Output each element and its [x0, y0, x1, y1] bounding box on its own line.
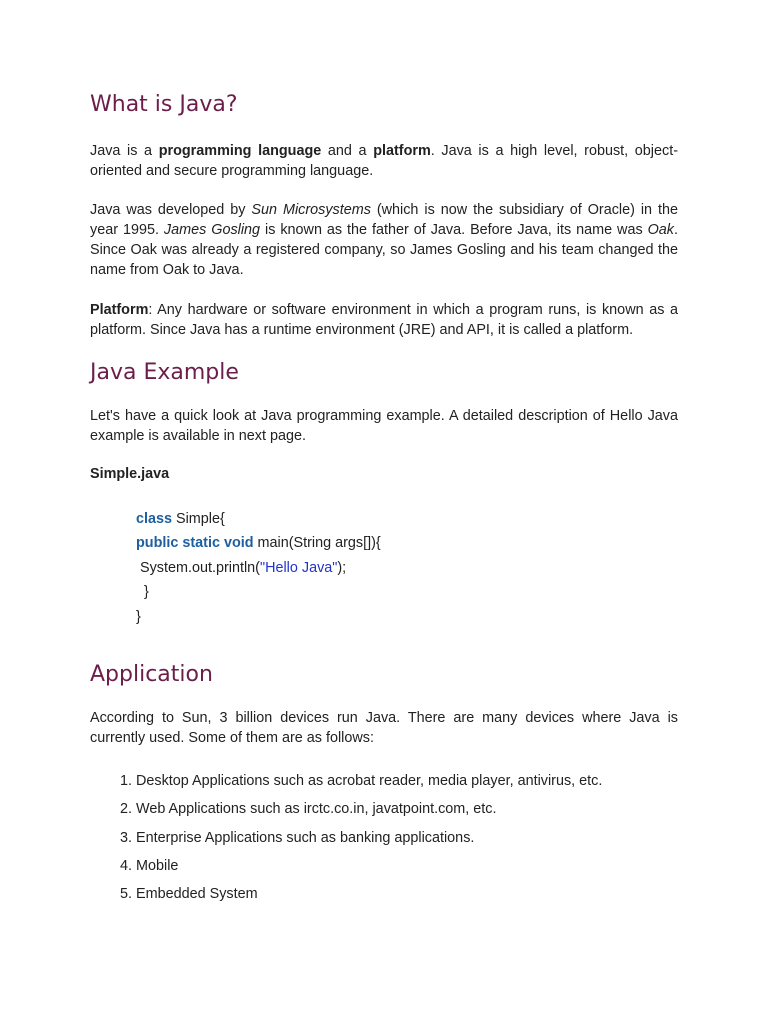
- code-filename: Simple.java: [90, 466, 170, 482]
- code-line: class Simple{: [136, 511, 225, 527]
- paragraph-java-history: Java was developed by Sun Microsystems (which is now the subsidiary of Oracle) in the year 1995. James Gosling is known as the father of Java. Before Java, its name was Oak. Since Oak was already a registered company, so James Gosling and his team changed the name from Oak to Java.: [90, 202, 678, 278]
- code-block: [136, 507, 381, 629]
- list-item: 2. Web Applications such as irctc.co.in, javatpoint.com, etc.: [136, 799, 602, 819]
- paragraph-java-definition: Java is a programming language and a platform. Java is a high level, robust, object-oriented and secure programming language.: [90, 143, 678, 179]
- heading-application: Application: [90, 662, 213, 687]
- code-line: }: [136, 584, 149, 601]
- list-item: 4. Mobile: [136, 856, 602, 876]
- heading-java-example: Java Example: [90, 360, 239, 385]
- code-line: System.out.println("Hello Java");: [136, 559, 347, 576]
- code-line: public static void main(String args[]){: [136, 535, 381, 552]
- list-item: 5. Embedded System: [136, 884, 602, 904]
- list-item: 1. Desktop Applications such as acrobat reader, media player, antivirus, etc.: [136, 771, 602, 791]
- paragraph-example-intro: Let's have a quick look at Java programming example. A detailed description of Hello Java example is available in next page.: [90, 408, 678, 444]
- paragraph-platform: Platform: Any hardware or software environment in which a program runs, is known as a platform. Since Java has a runtime environment (JRE) and API, it is called a platform.: [90, 302, 678, 338]
- application-list: [90, 771, 602, 912]
- code-line: }: [136, 608, 141, 625]
- list-item: 3. Enterprise Applications such as banking applications.: [136, 828, 602, 848]
- heading-what-is-java: What is Java?: [90, 92, 238, 117]
- paragraph-application-intro: According to Sun, 3 billion devices run Java. There are many devices where Java is currently used. Some of them are as follows:: [90, 710, 678, 746]
